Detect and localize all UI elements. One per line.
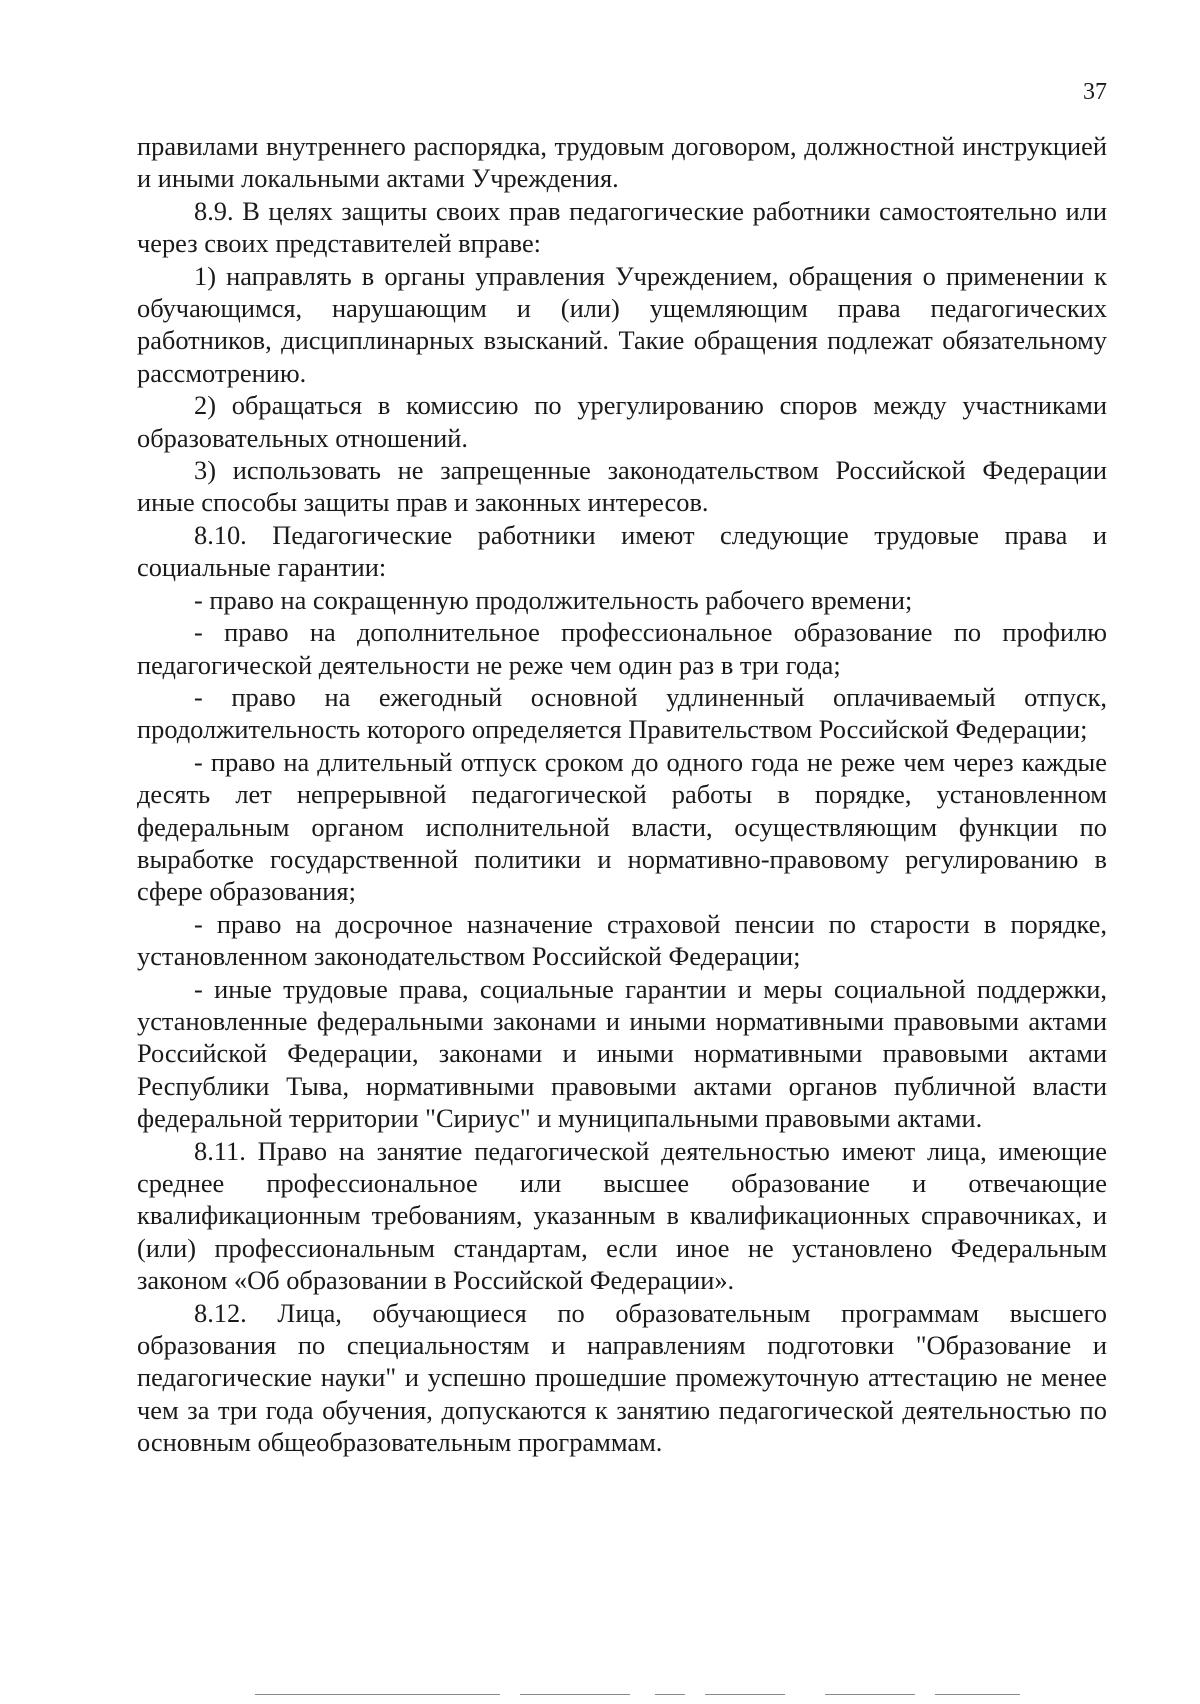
bullet-item-long-leave: - право на длительный отпуск сроком до одного года не реже чем через каждые десять лет непрерывной педагогической работы в порядке, установленном федеральным органом исполнительной власти, осуществляющим функции по выработке государственной политики и нормативно-правовому регулированию в сфере образования; [137,746,1107,907]
bullet-item-professional-education: - право на дополнительное профессиональное образование по профилю педагогической деятельности не реже чем один раз в три года; [137,617,1107,680]
paragraph-8-12: 8.12. Лица, обучающиеся по образовательным программам высшего образования по специальностям и направлениям подготовки "Образование и педагогические науки" и успешно прошедшие промежуточную аттестацию не менее чем за три года обучения, допускаются к занятию педагогической деятельностью по основным общеобразовательным программам. [137,1297,1107,1458]
paragraph-8-10: 8.10. Педагогические работники имеют следующие трудовые права и социальные гарантии: [137,519,1107,583]
paragraph-8-9: 8.9. В целях защиты своих прав педагогические работники самостоятельно или через своих представителей вправе: [137,195,1107,259]
page-number: 37 [1083,79,1107,105]
bullet-item-reduced-hours: - право на сокращенную продолжительность рабочего времени; [194,584,913,615]
document-body [137,130,1107,1459]
list-item-2: 2) обращаться в комиссию по урегулированию споров между участниками образовательных отношений. [137,390,1107,453]
paragraph-8-11: 8.11. Право на занятие педагогической деятельностью имеют лица, имеющие среднее профессиональное или высшее образование и отвечающие квалификационным требованиям, указанным в квалификационных справочниках, и (или) профессиональным стандартам, если иное не установлено Федеральным законом «Об образовании в Российской Федерации». [137,1135,1107,1296]
scan-footer-line [0,1694,1200,1696]
list-item-3: 3) использовать не запрещенные законодательством Российской Федерации иные способы защиты прав и законных интересов. [137,455,1107,518]
bullet-item-annual-leave: - право на ежегодный основной удлиненный оплачиваемый отпуск, продолжительность которого определяется Правительством Российской Федерации; [137,681,1107,745]
bullet-item-early-pension: - право на досрочное назначение страховой пенсии по старости в порядке, установленном законодательством Российской Федерации; [137,908,1107,972]
list-item-1: 1) направлять в органы управления Учреждением, обращения о применении к обучающимся, нарушающим и (или) ущемляющим права педагогических работников, дисциплинарных взысканий. Такие обращения подлежат обязательному рассмотрению. [137,260,1107,388]
bullet-item-other-rights: - иные трудовые права, социальные гарантии и меры социальной поддержки, установленные федеральными законами и иными нормативными правовыми актами Российской Федерации, законами и иными нормативными правовыми актами Республики Тыва, нормативными правовыми актами органов публичной власти федеральной территории "Сириус" и муниципальными правовыми актами. [137,973,1107,1134]
paragraph-continuation: правилами внутреннего распорядка, трудовым договором, должностной инструкцией и иными локальными актами Учреждения. [137,131,1107,194]
